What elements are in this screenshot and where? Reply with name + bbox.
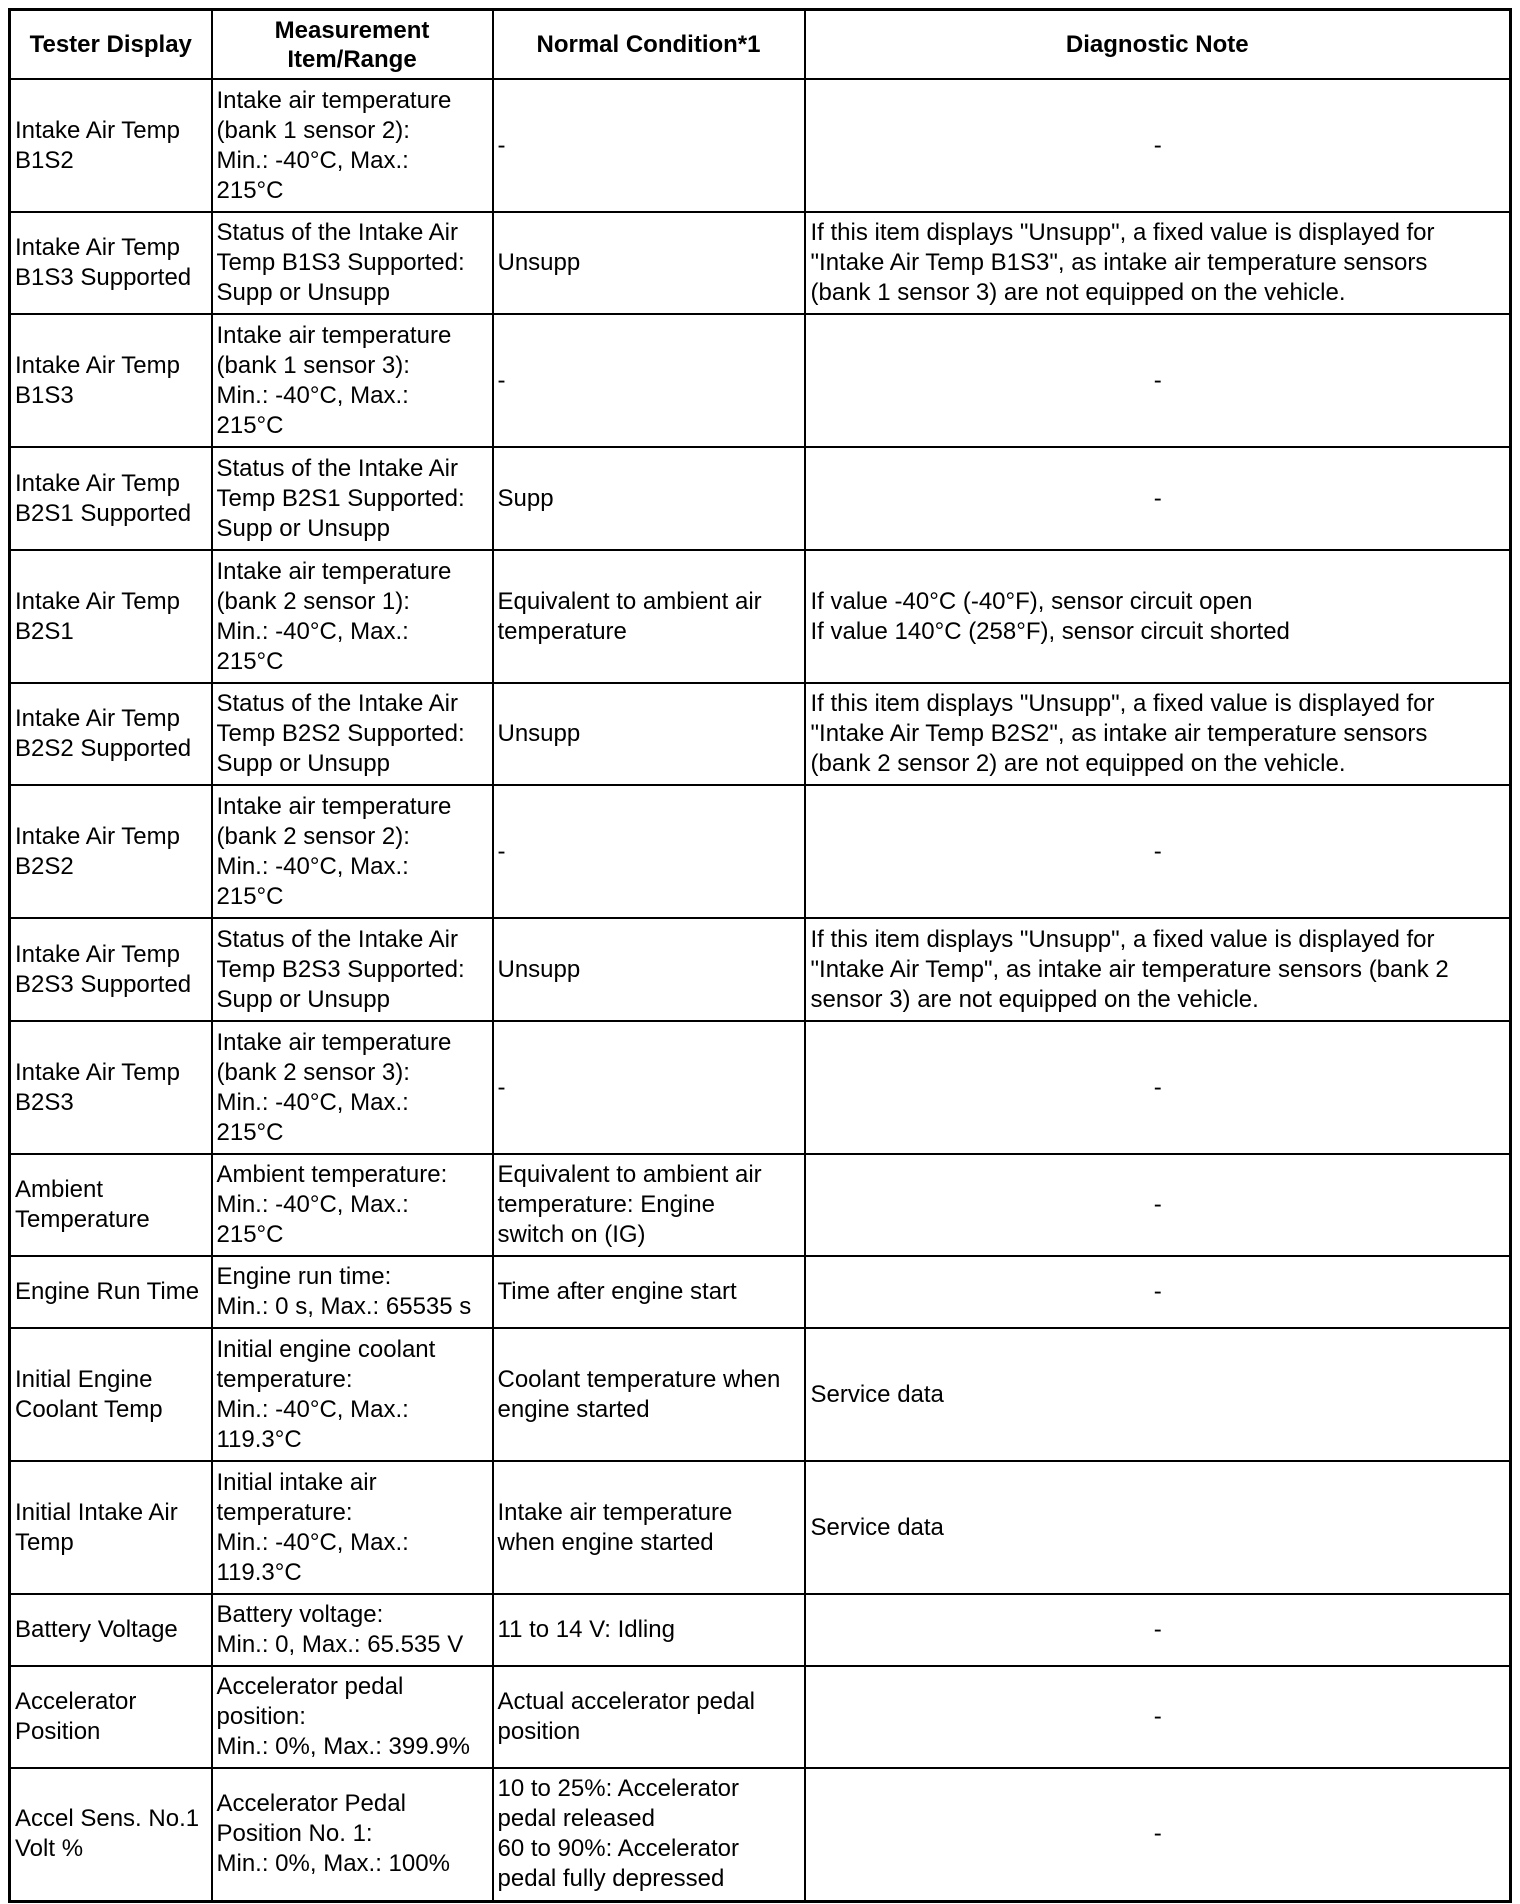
normal-condition-cell: - (493, 79, 805, 212)
measurement-cell: Status of the Intake Air Temp B2S3 Supported: Supp or Unsupp (212, 918, 493, 1021)
diagnostic-note-cell: - (805, 1154, 1511, 1256)
measurement-cell: Ambient temperature: Min.: -40°C, Max.: 215°C (212, 1154, 493, 1256)
table-row (10, 1328, 1511, 1461)
data-list-table (8, 8, 1512, 1903)
table-row (10, 212, 1511, 314)
tester-display-cell: Initial Engine Coolant Temp (10, 1328, 212, 1461)
header-diagnostic-note: Diagnostic Note (805, 10, 1511, 80)
tester-display-cell: Intake Air Temp B1S3 (10, 314, 212, 447)
diagnostic-note-cell: If value -40°C (-40°F), sensor circuit open If value 140°C (258°F), sensor circuit shorted (805, 550, 1511, 683)
tester-display-cell: Battery Voltage (10, 1594, 212, 1666)
table-row (10, 79, 1511, 212)
header-normal-condition: Normal Condition*1 (493, 10, 805, 80)
measurement-cell: Intake air temperature (bank 2 sensor 1): Min.: -40°C, Max.: 215°C (212, 550, 493, 683)
normal-condition-cell: Actual accelerator pedal position (493, 1666, 805, 1768)
header-tester-display: Tester Display (10, 10, 212, 80)
diagnostic-note-cell: Service data (805, 1328, 1511, 1461)
diagnostic-note-cell: If this item displays "Unsupp", a fixed value is displayed for "Intake Air Temp", as intake air temperature sensors (bank 2 sensor 3) are not equipped on the vehicle. (805, 918, 1511, 1021)
diagnostic-note-cell: - (805, 447, 1511, 550)
table-row (10, 1666, 1511, 1768)
diagnostic-note-cell: - (805, 1256, 1511, 1328)
table-row (10, 1594, 1511, 1666)
table-row (10, 785, 1511, 918)
normal-condition-cell: Unsupp (493, 918, 805, 1021)
measurement-cell: Intake air temperature (bank 1 sensor 3): Min.: -40°C, Max.: 215°C (212, 314, 493, 447)
diagnostic-note-cell: - (805, 1594, 1511, 1666)
tester-display-cell: Engine Run Time (10, 1256, 212, 1328)
diagnostic-note-cell: - (805, 785, 1511, 918)
measurement-cell: Accelerator Pedal Position No. 1: Min.: 0%, Max.: 100% (212, 1768, 493, 1901)
diagnostic-note-cell: - (805, 1768, 1511, 1901)
diagnostic-note-cell: - (805, 1021, 1511, 1154)
table-row (10, 918, 1511, 1021)
measurement-cell: Initial engine coolant temperature: Min.: -40°C, Max.: 119.3°C (212, 1328, 493, 1461)
tester-display-cell: Ambient Temperature (10, 1154, 212, 1256)
measurement-cell: Engine run time: Min.: 0 s, Max.: 65535 s (212, 1256, 493, 1328)
normal-condition-cell: 11 to 14 V: Idling (493, 1594, 805, 1666)
table-row (10, 314, 1511, 447)
normal-condition-cell: Equivalent to ambient air temperature (493, 550, 805, 683)
tester-display-cell: Intake Air Temp B2S2 (10, 785, 212, 918)
tester-display-cell: Accelerator Position (10, 1666, 212, 1768)
table-row (10, 1256, 1511, 1328)
tester-display-cell: Intake Air Temp B2S1 Supported (10, 447, 212, 550)
measurement-cell: Status of the Intake Air Temp B2S1 Supported: Supp or Unsupp (212, 447, 493, 550)
diagnostic-note-cell: - (805, 314, 1511, 447)
table-row (10, 447, 1511, 550)
tester-display-cell: Accel Sens. No.1 Volt % (10, 1768, 212, 1901)
normal-condition-cell: Equivalent to ambient air temperature: Engine switch on (IG) (493, 1154, 805, 1256)
normal-condition-cell: Supp (493, 447, 805, 550)
header-row (10, 10, 1511, 80)
measurement-cell: Battery voltage: Min.: 0, Max.: 65.535 V (212, 1594, 493, 1666)
header-measurement-item-range: Measurement Item/Range (212, 10, 493, 80)
normal-condition-cell: - (493, 1021, 805, 1154)
tester-display-cell: Intake Air Temp B2S3 Supported (10, 918, 212, 1021)
normal-condition-cell: - (493, 785, 805, 918)
tester-display-cell: Intake Air Temp B1S2 (10, 79, 212, 212)
table-row (10, 1021, 1511, 1154)
measurement-cell: Intake air temperature (bank 1 sensor 2): Min.: -40°C, Max.: 215°C (212, 79, 493, 212)
normal-condition-cell: 10 to 25%: Accelerator pedal released 60 to 90%: Accelerator pedal fully depressed (493, 1768, 805, 1901)
measurement-cell: Status of the Intake Air Temp B1S3 Supported: Supp or Unsupp (212, 212, 493, 314)
tester-display-cell: Intake Air Temp B2S1 (10, 550, 212, 683)
normal-condition-cell: Coolant temperature when engine started (493, 1328, 805, 1461)
normal-condition-cell: - (493, 314, 805, 447)
diagnostic-note-cell: Service data (805, 1461, 1511, 1594)
measurement-cell: Intake air temperature (bank 2 sensor 3): Min.: -40°C, Max.: 215°C (212, 1021, 493, 1154)
diagnostic-note-cell: - (805, 1666, 1511, 1768)
table-header (10, 10, 1511, 80)
table-row (10, 1154, 1511, 1256)
diagnostic-note-cell: - (805, 79, 1511, 212)
tester-display-cell: Intake Air Temp B2S3 (10, 1021, 212, 1154)
tester-display-cell: Intake Air Temp B2S2 Supported (10, 683, 212, 785)
normal-condition-cell: Time after engine start (493, 1256, 805, 1328)
table-row (10, 1768, 1511, 1901)
table-row (10, 683, 1511, 785)
normal-condition-cell: Unsupp (493, 683, 805, 785)
measurement-cell: Status of the Intake Air Temp B2S2 Supported: Supp or Unsupp (212, 683, 493, 785)
diagnostic-note-cell: If this item displays "Unsupp", a fixed value is displayed for "Intake Air Temp B1S3", as intake air temperature sensors (bank 1 sensor 3) are not equipped on the vehicle. (805, 212, 1511, 314)
diagnostic-note-cell: If this item displays "Unsupp", a fixed value is displayed for "Intake Air Temp B2S2", as intake air temperature sensors (bank 2 sensor 2) are not equipped on the vehicle. (805, 683, 1511, 785)
measurement-cell: Initial intake air temperature: Min.: -40°C, Max.: 119.3°C (212, 1461, 493, 1594)
table-body (10, 79, 1511, 1901)
table-row (10, 1461, 1511, 1594)
normal-condition-cell: Unsupp (493, 212, 805, 314)
measurement-cell: Accelerator pedal position: Min.: 0%, Max.: 399.9% (212, 1666, 493, 1768)
table-row (10, 550, 1511, 683)
tester-display-cell: Initial Intake Air Temp (10, 1461, 212, 1594)
measurement-cell: Intake air temperature (bank 2 sensor 2): Min.: -40°C, Max.: 215°C (212, 785, 493, 918)
tester-display-cell: Intake Air Temp B1S3 Supported (10, 212, 212, 314)
normal-condition-cell: Intake air temperature when engine started (493, 1461, 805, 1594)
